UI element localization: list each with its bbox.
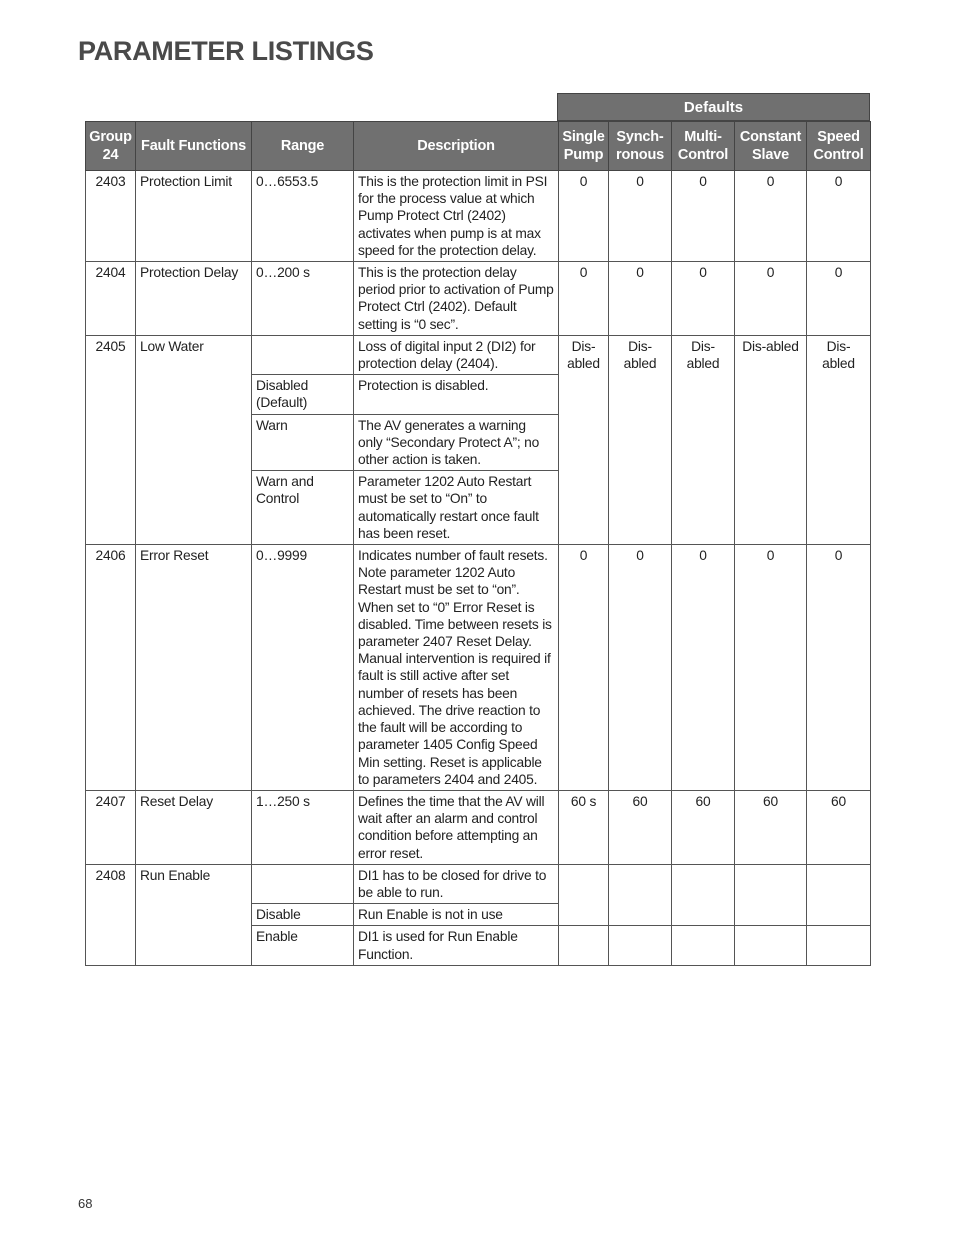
- group-cell: 2408: [86, 864, 136, 965]
- group-cell: 2403: [86, 171, 136, 262]
- description-option-cell: Run Enable is not in use: [354, 904, 559, 926]
- col-synchronous: Synch-ronous: [609, 122, 672, 171]
- speed-control-cell: [807, 864, 871, 926]
- synchronous-cell: 60: [609, 790, 672, 864]
- constant-slave-cell: 0: [735, 545, 807, 791]
- single-pump-cell: Dis-abled: [559, 335, 609, 544]
- range-cell: 0…200 s: [252, 262, 354, 336]
- fault-cell: Run Enable: [136, 864, 252, 965]
- multi-control-cell: [672, 864, 735, 926]
- range-option-cell: Warn: [252, 414, 354, 471]
- description-cell: This is the protection delay period prior to activation of Pump Protect Ctrl (2402). Default setting is “0 sec”.: [354, 262, 559, 336]
- range-option-cell: Disable: [252, 904, 354, 926]
- multi-control-cell: [672, 926, 735, 965]
- speed-control-cell: 60: [807, 790, 871, 864]
- col-range: Range: [252, 122, 354, 171]
- header-row: [86, 122, 871, 171]
- fault-cell: Protection Delay: [136, 262, 252, 336]
- range-option-cell: Disabled (Default): [252, 375, 354, 414]
- group-cell: 2405: [86, 335, 136, 544]
- multi-control-cell: 0: [672, 262, 735, 336]
- fault-cell: Protection Limit: [136, 171, 252, 262]
- multi-control-cell: 0: [672, 545, 735, 791]
- description-cell: Loss of digital input 2 (DI2) for protection delay (2404).: [354, 335, 559, 374]
- multi-control-cell: 60: [672, 790, 735, 864]
- col-multi-control: Multi-Control: [672, 122, 735, 171]
- synchronous-cell: 0: [609, 171, 672, 262]
- table-row: [86, 790, 871, 864]
- single-pump-cell: 0: [559, 545, 609, 791]
- col-description: Description: [354, 122, 559, 171]
- table-row: [86, 335, 871, 374]
- col-group: Group 24: [86, 122, 136, 171]
- constant-slave-cell: 0: [735, 262, 807, 336]
- synchronous-cell: Dis-abled: [609, 335, 672, 544]
- constant-slave-cell: 60: [735, 790, 807, 864]
- speed-control-cell: [807, 926, 871, 965]
- table-row: [86, 864, 871, 903]
- description-cell: This is the protection limit in PSI for the process value at which Pump Protect Ctrl (2402) activates when pump is at max speed for the protection delay.: [354, 171, 559, 262]
- description-option-cell: Parameter 1202 Auto Restart must be set to “On” to automatically restart once fault has been reset.: [354, 471, 559, 545]
- synchronous-cell: [609, 926, 672, 965]
- description-cell: DI1 has to be closed for drive to be able to run.: [354, 864, 559, 903]
- description-option-cell: DI1 is used for Run Enable Function.: [354, 926, 559, 965]
- single-pump-cell: [559, 926, 609, 965]
- synchronous-cell: 0: [609, 545, 672, 791]
- table-row: [86, 171, 871, 262]
- description-cell: Defines the time that the AV will wait after an alarm and control condition before attempting an error reset.: [354, 790, 559, 864]
- speed-control-cell: 0: [807, 262, 871, 336]
- group-cell: 2407: [86, 790, 136, 864]
- range-cell: [252, 864, 354, 903]
- range-cell: 0…6553.5: [252, 171, 354, 262]
- constant-slave-cell: [735, 926, 807, 965]
- range-cell: 0…9999: [252, 545, 354, 791]
- col-fault-functions: Fault Functions: [136, 122, 252, 171]
- speed-control-cell: 0: [807, 171, 871, 262]
- multi-control-cell: 0: [672, 171, 735, 262]
- description-cell: Indicates number of fault resets. Note parameter 1202 Auto Restart must be set to “on”. When set to “0” Error Reset is disabled. Time between resets is parameter 2407 Reset Delay. Manual intervention is required if fault is still active after set number of resets has been achieved. The drive reaction to the fault will be according to parameter 1405 Config Speed Min setting. Reset is applicable to parameters 2404 and 2405.: [354, 545, 559, 791]
- constant-slave-cell: Dis-abled: [735, 335, 807, 544]
- table-row: [86, 545, 871, 791]
- table-row: [86, 262, 871, 336]
- single-pump-cell: 0: [559, 171, 609, 262]
- single-pump-cell: [559, 864, 609, 926]
- constant-slave-cell: 0: [735, 171, 807, 262]
- speed-control-cell: Dis-abled: [807, 335, 871, 544]
- range-cell: [252, 335, 354, 374]
- range-cell: 1…250 s: [252, 790, 354, 864]
- synchronous-cell: 0: [609, 262, 672, 336]
- description-option-cell: The AV generates a warning only “Secondary Protect A”; no other action is taken.: [354, 414, 559, 471]
- fault-cell: Error Reset: [136, 545, 252, 791]
- multi-control-cell: Dis-abled: [672, 335, 735, 544]
- page-number: 68: [78, 1196, 93, 1211]
- defaults-header: Defaults: [557, 93, 870, 121]
- group-cell: 2406: [86, 545, 136, 791]
- col-speed-control: Speed Control: [807, 122, 871, 171]
- single-pump-cell: 60 s: [559, 790, 609, 864]
- range-option-cell: Enable: [252, 926, 354, 965]
- fault-cell: Low Water: [136, 335, 252, 544]
- page-title: PARAMETER LISTINGS: [78, 36, 374, 66]
- fault-cell: Reset Delay: [136, 790, 252, 864]
- range-option-cell: Warn and Control: [252, 471, 354, 545]
- col-constant-slave: Constant Slave: [735, 122, 807, 171]
- group-cell: 2404: [86, 262, 136, 336]
- constant-slave-cell: [735, 864, 807, 926]
- single-pump-cell: 0: [559, 262, 609, 336]
- col-single-pump: Single Pump: [559, 122, 609, 171]
- synchronous-cell: [609, 864, 672, 926]
- description-option-cell: Protection is disabled.: [354, 375, 559, 414]
- speed-control-cell: 0: [807, 545, 871, 791]
- parameter-table: [85, 121, 871, 966]
